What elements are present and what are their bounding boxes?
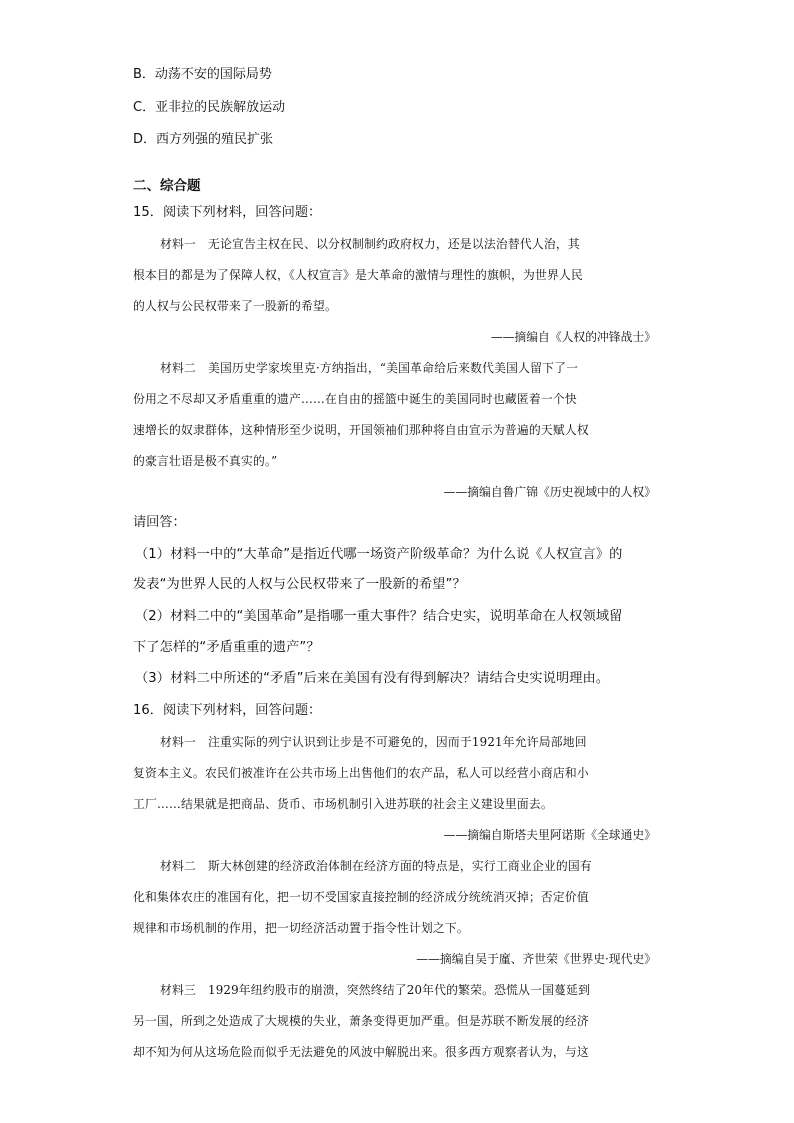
q16-source2: ——摘编自吴于廑、齐世荣《世界史·现代史》 bbox=[416, 952, 656, 966]
q15-source1: ——摘编自《人权的冲锋战士》 bbox=[490, 330, 656, 344]
q16-material2-line: 规律和市场机制的作用，把一切经济活动置于指令性计划之下。 bbox=[133, 921, 469, 935]
q15-material2-line: 材料二 美国历史学家埃里克·方纳指出，“美国革命给后来数代美国人留下了一 bbox=[160, 361, 579, 375]
q15-sub1-line: 发表“为世界人民的人权与公民权带来了一股新的希望”？ bbox=[133, 577, 466, 592]
option-d: D．西方列强的殖民扩张 bbox=[133, 132, 274, 147]
q16-material1-line: 复资本主义。农民们被准许在公共市场上出售他们的农产品，私人可以经营小商店和小 bbox=[133, 766, 589, 780]
option-c: C．亚非拉的民族解放运动 bbox=[133, 100, 286, 115]
q15-sub2-line: （2）材料二中的“美国革命”是指哪一重大事件？结合史实，说明革命在人权领域留 bbox=[135, 609, 623, 624]
q16-material2-line: 化和集体农庄的准国有化，把一切不受国家直接控制的经济成分统统消灭掉；否定价值 bbox=[133, 890, 589, 904]
q15-material1-line: 的人权与公民权带来了一股新的希望。 bbox=[133, 299, 337, 313]
q15-material2-line: 份用之不尽却又矛盾重重的遗产……在自由的摇篮中诞生的美国同时也藏匿着一个快 bbox=[133, 392, 577, 406]
q15-source2: ——摘编自鲁广锦《历史视域中的人权》 bbox=[443, 485, 656, 499]
q15-material1-line: 根本目的都是为了保障人权，《人权宣言》是大革命的激情与理性的旗帜，为世界人民 bbox=[133, 268, 583, 282]
q16-source1: ——摘编自斯塔夫里阿诺斯《全球通史》 bbox=[443, 828, 656, 842]
q16-material3-line: 却不知为何从这场危险而似乎无法避免的风波中解脱出来。很多西方观察者认为，与这 bbox=[133, 1045, 589, 1059]
question-16-stem: 16．阅读下列材料，回答问题： bbox=[133, 703, 322, 718]
q16-material3-line: 材料三 1929年纽约股市的崩溃，突然终结了20年代的繁荣。恐慌从一国蔓延到 bbox=[160, 983, 591, 997]
option-b: B．动荡不安的国际局势 bbox=[133, 67, 272, 82]
q15-sub1-line: （1）材料一中的“大革命”是指近代哪一场资产阶级革命？为什么说《人权宣言》的 bbox=[135, 547, 623, 562]
question-15-stem: 15．阅读下列材料，回答问题： bbox=[133, 205, 322, 220]
q15-sub3-line: （3）材料二中所述的“矛盾”后来在美国有没有得到解决？请结合史实说明理由。 bbox=[135, 671, 610, 686]
q16-material1-line: 工厂……结果就是把商品、货币、市场机制引入进苏联的社会主义建设里面去。 bbox=[133, 797, 553, 811]
q15-material2-line: 的豪言壮语是极不真实的。” bbox=[133, 454, 278, 468]
q15-ask: 请回答： bbox=[133, 515, 186, 530]
q15-sub2-line: 下了怎样的“矛盾重重的遗产”？ bbox=[133, 640, 320, 655]
q16-material1-line: 材料一 注重实际的列宁认识到让步是不可避免的，因而于1921年允许局部地回 bbox=[160, 735, 587, 749]
q15-material1-line: 材料一 无论宣告主权在民、以分权制制约政府权力，还是以法治替代人治，其 bbox=[160, 237, 580, 251]
q16-material3-line: 另一国，所到之处造成了大规模的失业，萧条变得更加严重。但是苏联不断发展的经济 bbox=[133, 1014, 589, 1028]
q16-material2-line: 材料二 斯大林创建的经济政治体制在经济方面的特点是，实行工商业企业的国有 bbox=[160, 859, 592, 873]
section-title: 二、综合题 bbox=[133, 178, 201, 194]
q15-material2-line: 速增长的奴隶群体，这种情形至少说明，开国领袖们那种将自由宣示为普遍的天赋人权 bbox=[133, 423, 589, 437]
